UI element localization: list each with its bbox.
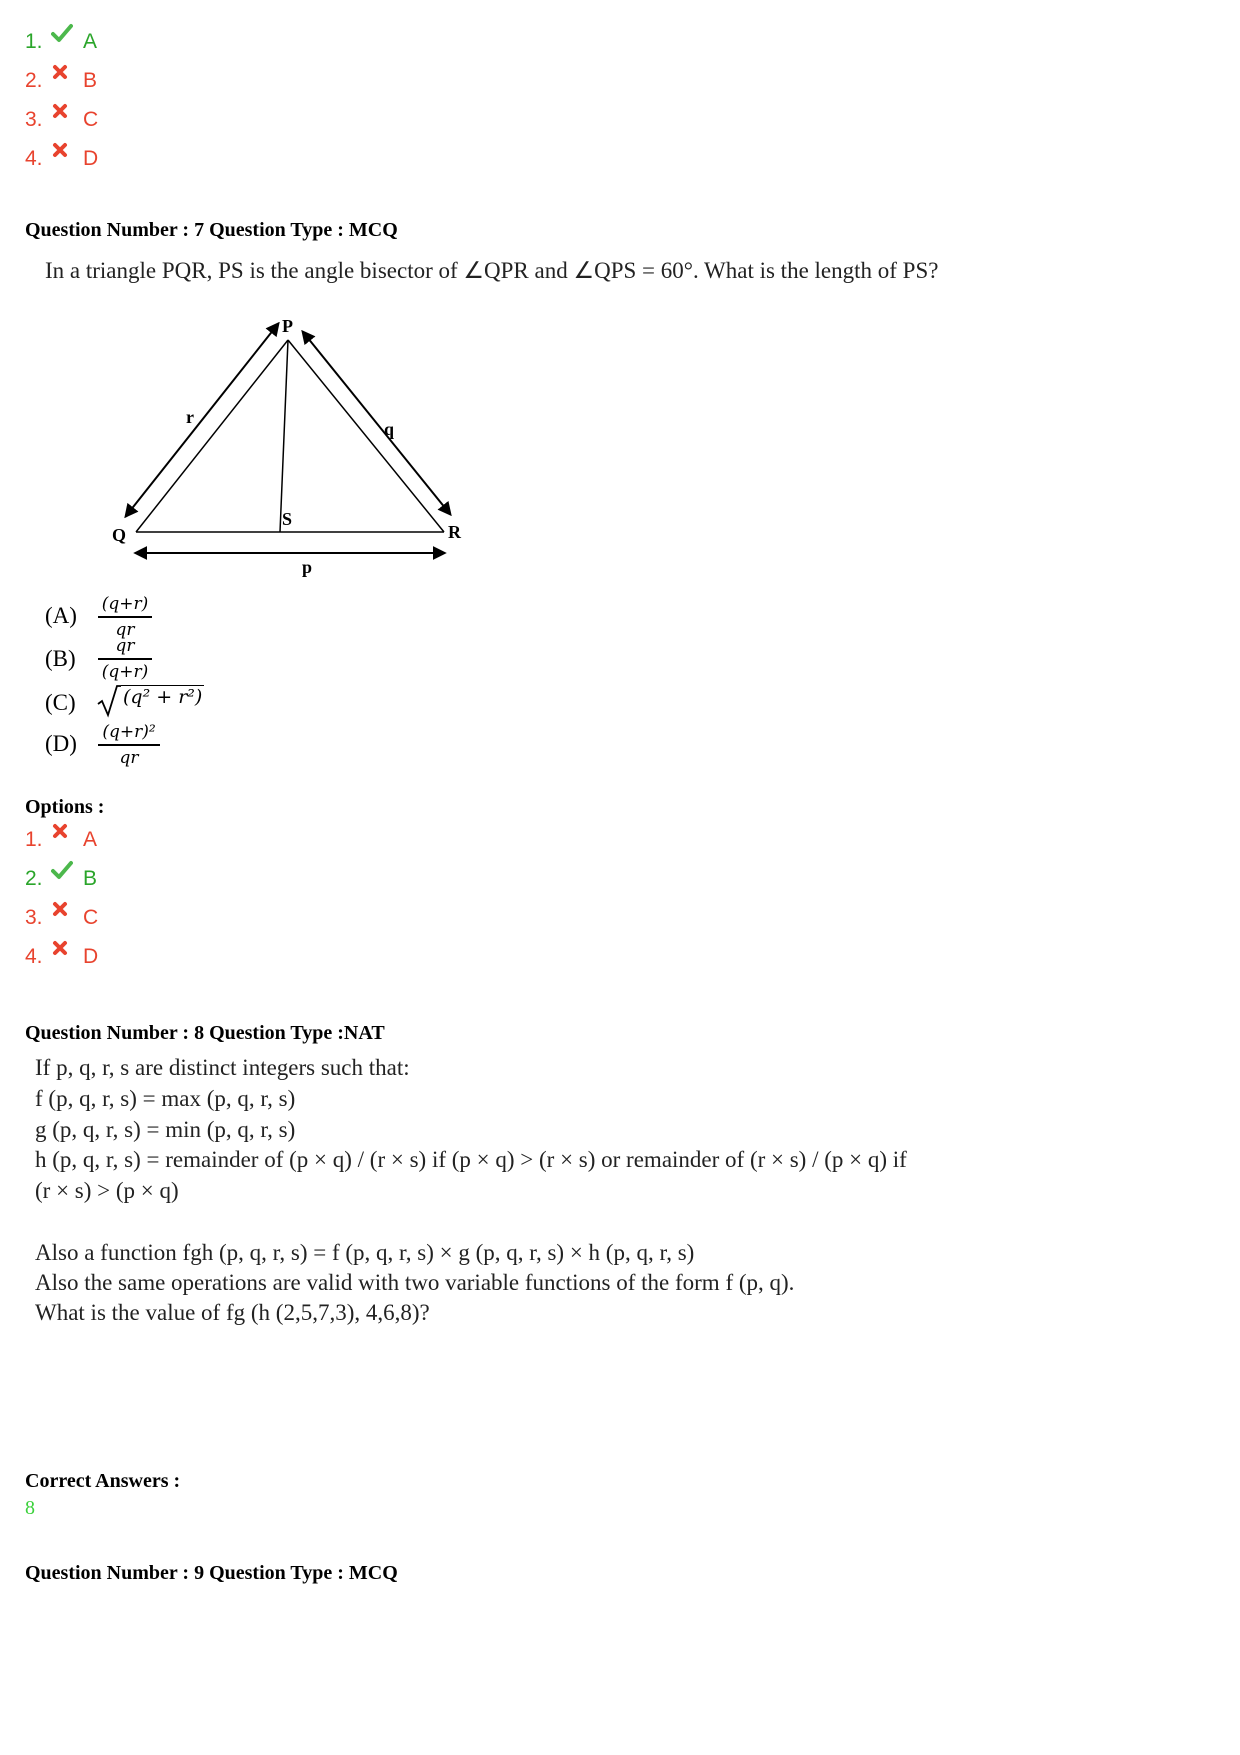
- option-number: 1.: [25, 828, 43, 851]
- option-number: 1.: [25, 30, 43, 53]
- option-letter: A: [83, 828, 98, 851]
- prev-option-2: [25, 66, 97, 96]
- triangle-figure: [100, 310, 480, 580]
- q8-answers-label: Correct Answers :: [25, 1470, 181, 1492]
- q8-line-4: h (p, q, r, s) = remainder of (p × q) / (r × s) if (p × q) > (r × s) or remainder of (r × s) / (p × q) if: [35, 1147, 907, 1172]
- choice-d-label: (D): [45, 731, 77, 756]
- option-letter: C: [83, 108, 99, 131]
- cross-icon: [51, 141, 75, 165]
- label-S: S: [282, 509, 293, 529]
- cross-icon: [51, 939, 75, 963]
- side-pr: [288, 340, 444, 532]
- sqrt-expression: (q² + r²): [123, 686, 203, 708]
- option-number: 3.: [25, 906, 43, 929]
- choice-b-label: (B): [45, 646, 76, 671]
- numerator: (q+r): [101, 594, 149, 614]
- option-number: 2.: [25, 867, 43, 890]
- q8-answer-value: 8: [25, 1497, 35, 1519]
- option-letter: B: [83, 69, 98, 92]
- option-letter: D: [83, 147, 99, 170]
- q7-option-3: [25, 903, 98, 933]
- q8-line-2: f (p, q, r, s) = max (p, q, r, s): [35, 1086, 296, 1111]
- numerator: (q+r)²: [102, 722, 156, 742]
- option-letter: B: [83, 867, 98, 890]
- option-number: 4.: [25, 945, 43, 968]
- choice-d-fraction: [98, 722, 160, 768]
- option-number: 3.: [25, 108, 43, 131]
- label-R: R: [448, 522, 461, 542]
- option-letter: A: [83, 30, 98, 53]
- choice-c-label: (C): [45, 690, 76, 715]
- label-p: p: [302, 557, 313, 577]
- check-icon: [51, 860, 75, 886]
- sqrt-icon: [97, 684, 121, 718]
- cross-icon: [51, 822, 75, 846]
- prev-option-4: [25, 144, 98, 174]
- q8-line-8: What is the value of fg (h (2,5,7,3), 4,6,8)?: [35, 1300, 430, 1325]
- q7-text: In a triangle PQR, PS is the angle bisector of ∠QPR and ∠QPS = 60°. What is the length of PS?: [45, 258, 939, 283]
- denominator: (q+r): [101, 661, 149, 682]
- label-P: P: [282, 316, 293, 336]
- label-q: q: [384, 419, 395, 439]
- q7-option-2: [25, 864, 97, 894]
- cross-icon: [51, 900, 75, 924]
- q8-line-6: Also a function fgh (p, q, r, s) = f (p, q, r, s) × g (p, q, r, s) × h (p, q, r, s): [35, 1240, 695, 1265]
- label-Q: Q: [112, 525, 127, 545]
- check-icon: [51, 23, 75, 49]
- q7-options-label: Options :: [25, 796, 105, 818]
- prev-option-3: [25, 105, 98, 135]
- denominator: qr: [115, 619, 135, 640]
- q7-option-4: [25, 942, 98, 972]
- side-pq: [136, 340, 288, 532]
- numerator: qr: [115, 636, 135, 656]
- q8-line-3: g (p, q, r, s) = min (p, q, r, s): [35, 1117, 296, 1142]
- label-r: r: [186, 407, 194, 427]
- cross-icon: [51, 63, 75, 87]
- denominator: qr: [119, 747, 139, 768]
- choice-a-label: (A): [45, 603, 77, 628]
- q7-heading: Question Number : 7 Question Type : MCQ: [25, 219, 398, 241]
- prev-option-1: [25, 27, 97, 57]
- arrow-r: [126, 324, 278, 516]
- option-number: 4.: [25, 147, 43, 170]
- cross-icon: [51, 102, 75, 126]
- choice-a-fraction: [98, 594, 152, 640]
- option-number: 2.: [25, 69, 43, 92]
- option-letter: D: [83, 945, 99, 968]
- option-letter: C: [83, 906, 99, 929]
- q9-heading: Question Number : 9 Question Type : MCQ: [25, 1562, 398, 1584]
- q8-line-7: Also the same operations are valid with two variable functions of the form f (p, q).: [35, 1270, 795, 1295]
- bisector-ps: [280, 340, 288, 532]
- arrow-q: [303, 332, 450, 514]
- choice-b-fraction: [98, 636, 152, 682]
- q8-line-1: If p, q, r, s are distinct integers such that:: [35, 1055, 410, 1080]
- q7-option-1: [25, 825, 97, 855]
- q8-heading: Question Number : 8 Question Type :NAT: [25, 1022, 385, 1044]
- q8-line-5: (r × s) > (p × q): [35, 1178, 179, 1203]
